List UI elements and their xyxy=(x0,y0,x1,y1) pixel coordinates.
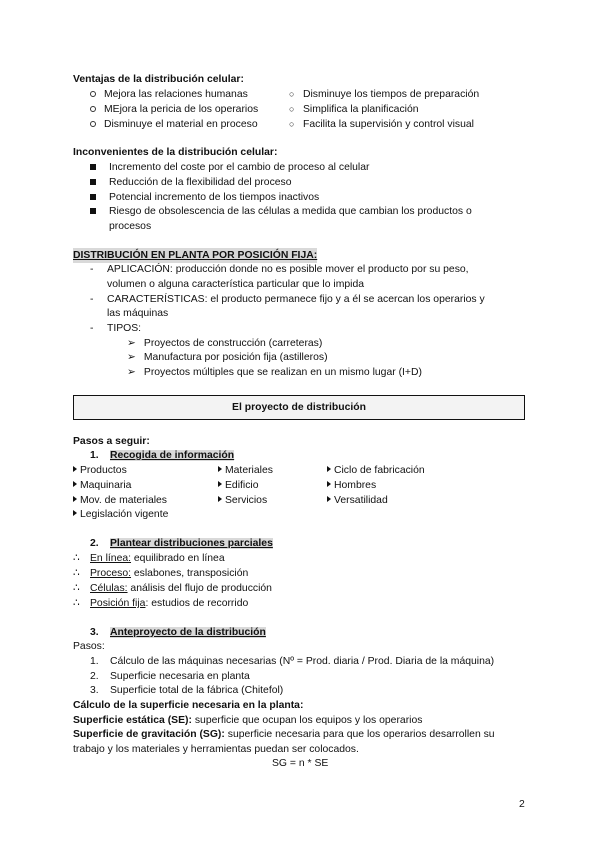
list-item: ○ Disminuye los tiempos de preparación xyxy=(289,89,480,100)
list-item: Disminuye el material en proceso xyxy=(90,117,258,132)
therefore-bullet-icon: ∴ xyxy=(73,553,80,564)
triangle-bullet-icon xyxy=(73,466,77,472)
definition-se: Superficie estática (SE): superficie que ocupan los equipos y los operarios xyxy=(73,715,423,726)
list-item: ∴ En línea: equilibrado en línea xyxy=(73,553,225,564)
list-item: Riesgo de obsolescencia de las células a medida que cambian los productos o xyxy=(90,204,472,219)
list-item-continuation: las máquinas xyxy=(107,308,169,319)
therefore-bullet-icon: ∴ xyxy=(73,568,80,579)
small-circle-bullet-icon: ○ xyxy=(289,119,295,129)
small-circle-bullet-icon: ○ xyxy=(289,104,295,114)
list-item: Edificio xyxy=(218,478,259,493)
list-item: 3. Superficie total de la fábrica (Chitefol) xyxy=(90,685,284,696)
circle-bullet-icon xyxy=(90,91,96,97)
list-item: 1. Cálculo de las máquinas necesarias (Nº = Prod. diaria / Prod. Diaria de la máquina) xyxy=(90,656,495,667)
list-item: Legislación vigente xyxy=(73,507,168,522)
list-item: Ciclo de fabricación xyxy=(327,463,425,478)
pasos2-label: Pasos: xyxy=(73,641,105,652)
triangle-bullet-icon xyxy=(327,496,331,502)
inconvenientes-title: Inconvenientes de la distribución celular: xyxy=(73,147,278,158)
triangle-bullet-icon xyxy=(218,466,222,472)
list-item: ➢ Manufactura por posición fija (astilleros) xyxy=(127,352,328,363)
arrow-bullet-icon: ➢ xyxy=(127,338,136,349)
step-heading: 2. Plantear distribuciones parciales xyxy=(90,538,273,549)
list-item: Hombres xyxy=(327,478,376,493)
list-item: Mejora las relaciones humanas xyxy=(90,87,248,102)
list-item: ➢ Proyectos de construcción (carreteras) xyxy=(127,338,323,349)
formula: SG = n * SE xyxy=(272,758,329,769)
therefore-bullet-icon: ∴ xyxy=(73,598,80,609)
list-item-continuation: volumen o alguna característica particular que lo impida xyxy=(107,279,365,290)
section-title-box: El proyecto de distribución xyxy=(73,395,525,420)
step-heading: 1. Recogida de información xyxy=(90,450,235,461)
square-bullet-icon xyxy=(90,164,96,170)
small-circle-bullet-icon: ○ xyxy=(289,89,295,99)
arrow-bullet-icon: ➢ xyxy=(127,352,136,363)
list-item: ○ Simplifica la planificación xyxy=(289,104,419,115)
page-number: 2 xyxy=(519,799,525,810)
definition-sg-continuation: trabajo y los materiales y herramientas puedan ser colocados. xyxy=(73,744,359,755)
triangle-bullet-icon xyxy=(218,496,222,502)
square-bullet-icon xyxy=(90,208,96,214)
list-item: ➢ Proyectos múltiples que se realizan en un mismo lugar (I+D) xyxy=(127,367,422,378)
definition-sg: Superficie de gravitación (SG): superficie necesaria para que los operarios desarrollen su xyxy=(73,729,495,740)
list-item: Versatilidad xyxy=(327,493,388,508)
list-item: Mov. de materiales xyxy=(73,493,167,508)
list-item: Potencial incremento de los tiempos inactivos xyxy=(90,190,319,205)
pasos-label: Pasos a seguir: xyxy=(73,436,150,447)
triangle-bullet-icon xyxy=(73,481,77,487)
section-heading: DISTRIBUCIÓN EN PLANTA POR POSICIÓN FIJA: xyxy=(73,250,318,261)
calculo-title: Cálculo de la superficie necesaria en la planta: xyxy=(73,700,304,711)
triangle-bullet-icon xyxy=(327,481,331,487)
list-item: MEjora la pericia de los operarios xyxy=(90,102,258,117)
square-bullet-icon xyxy=(90,179,96,185)
list-item-continuation: procesos xyxy=(109,221,152,232)
triangle-bullet-icon xyxy=(73,496,77,502)
list-item: Productos xyxy=(73,463,127,478)
list-item: Incremento del coste por el cambio de proceso al celular xyxy=(90,160,369,175)
list-item: Materiales xyxy=(218,463,273,478)
list-item: ○ Facilita la supervisión y control visual xyxy=(289,119,474,130)
list-item: ∴ Células: análisis del flujo de producción xyxy=(73,583,272,594)
list-item: - CARACTERÍSTICAS: el producto permanece fijo y a él se acercan los operarios y xyxy=(90,294,485,305)
circle-bullet-icon xyxy=(90,121,96,127)
list-item: ∴ Proceso: eslabones, transposición xyxy=(73,568,249,579)
list-item: Reducción de la flexibilidad del proceso xyxy=(90,175,292,190)
triangle-bullet-icon xyxy=(218,481,222,487)
step-heading: 3. Anteproyecto de la distribución xyxy=(90,627,266,638)
therefore-bullet-icon: ∴ xyxy=(73,583,80,594)
list-item: 2. Superficie necesaria en planta xyxy=(90,671,250,682)
list-item: ∴ Posición fija: estudios de recorrido xyxy=(73,598,249,609)
list-item: Servicios xyxy=(218,493,267,508)
list-item: - TIPOS: xyxy=(90,323,142,334)
triangle-bullet-icon xyxy=(327,466,331,472)
list-item: Maquinaria xyxy=(73,478,131,493)
list-item: - APLICACIÓN: producción donde no es posible mover el producto por su peso, xyxy=(90,264,469,275)
circle-bullet-icon xyxy=(90,106,96,112)
arrow-bullet-icon: ➢ xyxy=(127,367,136,378)
triangle-bullet-icon xyxy=(73,510,77,516)
ventajas-title: Ventajas de la distribución celular: xyxy=(73,74,244,85)
square-bullet-icon xyxy=(90,194,96,200)
